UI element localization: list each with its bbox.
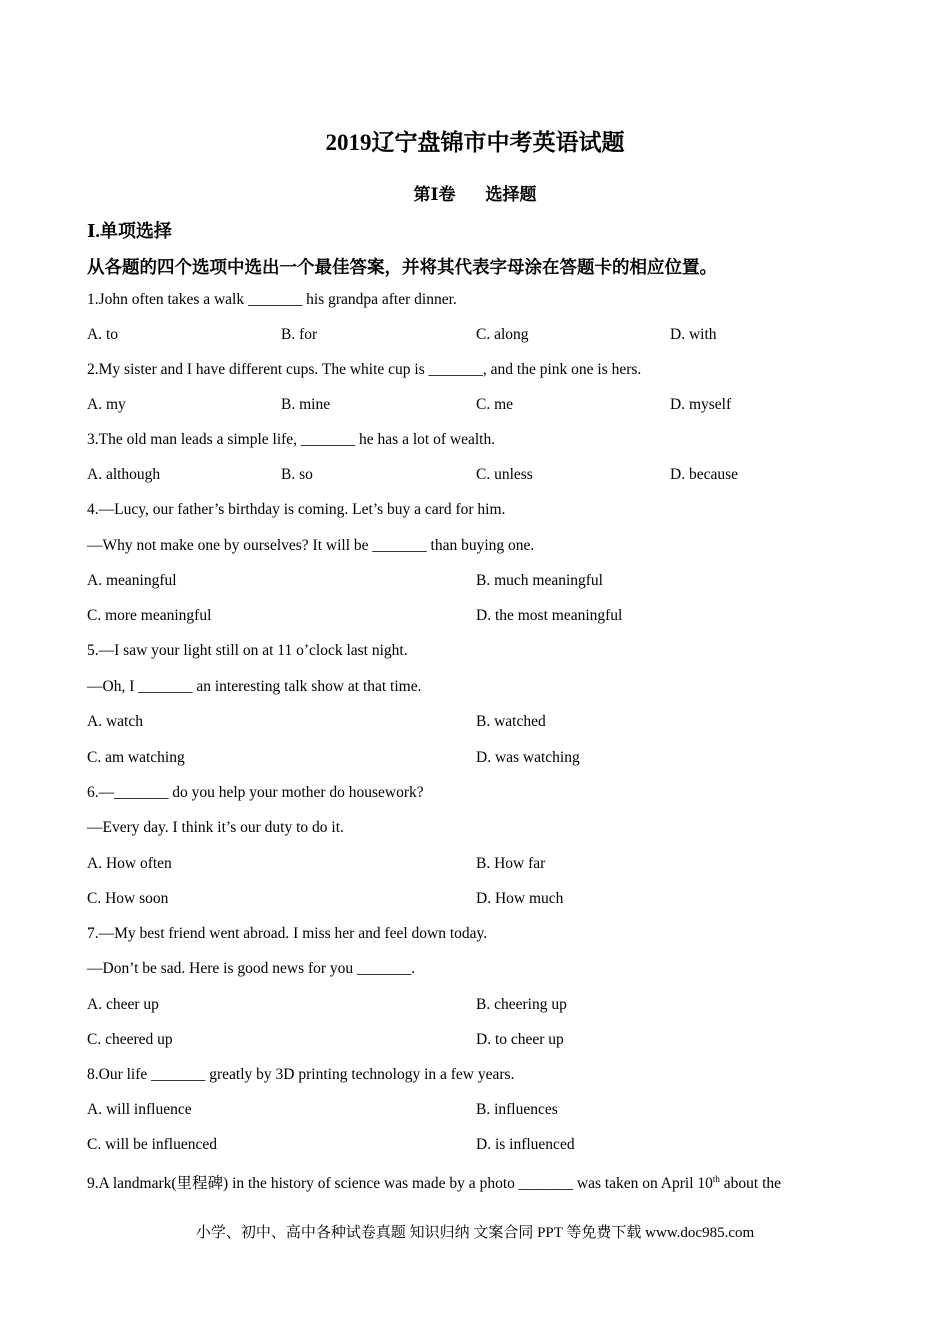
question-8-option-d: D. is influenced [476,1136,575,1153]
question-2-option-b: B. mine [281,396,331,413]
part-name: 选择题 [485,185,537,204]
question-6-option-d: D. How much [476,890,564,907]
question-7-option-d: D. to cheer up [476,1031,564,1048]
page-title: 2019辽宁盘锦市中考英语试题 [325,130,625,155]
question-3-option-c: C. unless [476,466,533,483]
question-4-stem: 4.—Lucy, our father’s birthday is coming. Let’s buy a card for him. [87,501,506,518]
question-6-option-b: B. How far [476,855,546,872]
question-2-option-a: A. my [87,396,126,413]
question-6-stem: 6.—_______ do you help your mother do housework? [87,784,424,801]
question-5-option-d: D. was watching [476,749,580,766]
question-3-option-d: D. because [670,466,738,483]
question-9-stem [87,1171,781,1193]
question-3-option-b: B. so [281,466,313,483]
question-9-stem-superscript: th [712,1173,720,1184]
section-heading: Ⅰ.单项选择 [87,221,172,241]
instruction-text: 从各题的四个选项中选出一个最佳答案，并将其代表字母涂在答题卡的相应位置。 [87,257,717,277]
question-2-option-c: C. me [476,396,514,413]
question-8-stem: 8.Our life _______ greatly by 3D printing technology in a few years. [87,1066,515,1083]
question-7-option-a: A. cheer up [87,996,159,1013]
question-1-option-c: C. along [476,326,529,343]
question-2-stem: 2.My sister and I have different cups. The white cup is _______, and the pink one is hers. [87,361,642,378]
question-9-stem-text: 9.A landmark(里程碑) in the history of science was made by a photo _______ was taken on April 10 [87,1175,713,1192]
question-7-option-b: B. cheering up [476,996,567,1013]
question-3-option-a: A. although [87,466,161,483]
question-4-stem-reply: —Why not make one by ourselves? It will be _______ than buying one. [87,537,535,554]
question-1-option-a: A. to [87,326,118,343]
question-1-option-b: B. for [281,326,318,343]
question-8-option-a: A. will influence [87,1101,192,1118]
part-heading [0,180,950,205]
question-5-option-b: B. watched [476,713,546,730]
question-7-stem: 7.—My best friend went abroad. I miss her and feel down today. [87,925,488,942]
page-footer: 小学、初中、高中各种试卷真题 知识归纳 文案合同 PPT 等免费下载 www.doc985.com [195,1225,755,1241]
question-8-option-c: C. will be influenced [87,1136,217,1153]
question-3-stem: 3.The old man leads a simple life, _______ he has a lot of wealth. [87,431,496,448]
question-4-option-b: B. much meaningful [476,572,603,589]
part-label: 第Ⅰ卷 [413,185,456,204]
question-2-option-d: D. myself [670,396,732,413]
question-7-stem-reply: —Don’t be sad. Here is good news for you _______. [87,960,416,977]
question-7-option-c: C. cheered up [87,1031,173,1048]
question-9-stem-tail: about the [719,1175,782,1192]
question-4-option-a: A. meaningful [87,572,177,589]
question-5-option-c: C. am watching [87,749,185,766]
question-5-stem: 5.—I saw your light still on at 11 o’clock last night. [87,642,408,659]
question-6-option-a: A. How often [87,855,172,872]
question-1-stem: 1.John often takes a walk _______ his grandpa after dinner. [87,291,457,308]
question-1-option-d: D. with [670,326,717,343]
question-5-stem-reply: —Oh, I _______ an interesting talk show at that time. [87,678,422,695]
question-5-option-a: A. watch [87,713,143,730]
question-6-option-c: C. How soon [87,890,169,907]
question-8-option-b: B. influences [476,1101,558,1118]
question-4-option-d: D. the most meaningful [476,607,623,624]
question-6-stem-reply: —Every day. I think it’s our duty to do it. [87,819,344,836]
question-4-option-c: C. more meaningful [87,607,212,624]
